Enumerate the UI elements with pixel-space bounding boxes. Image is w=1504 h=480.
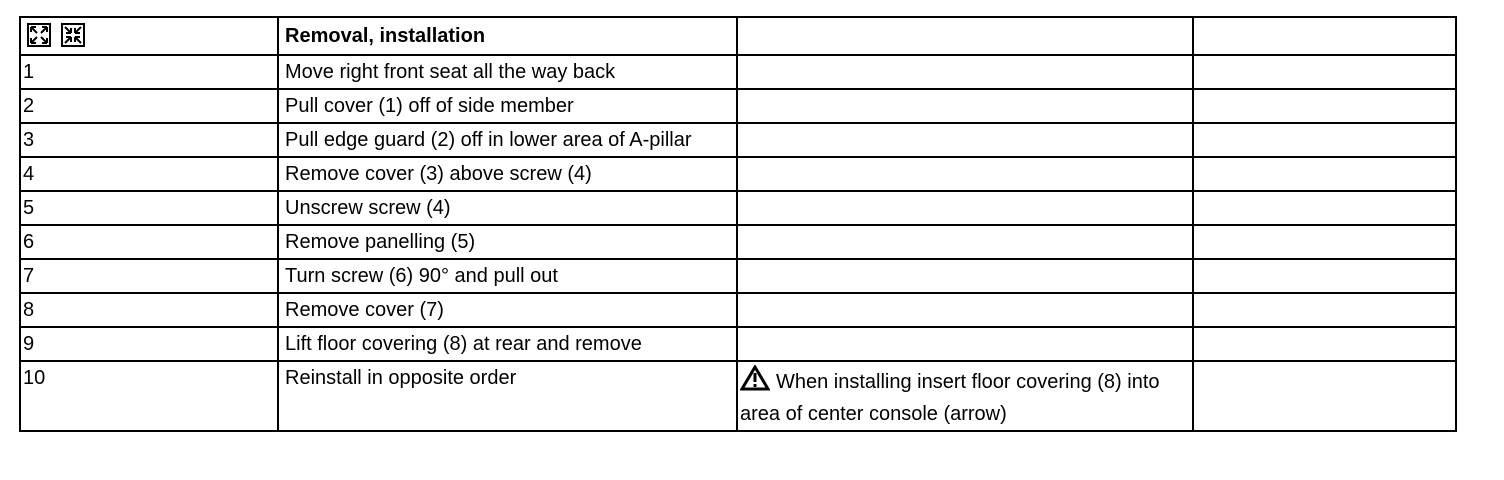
step-number: 7: [20, 259, 278, 293]
step-note: [737, 327, 1193, 361]
step-note: [737, 123, 1193, 157]
step-number: 4: [20, 157, 278, 191]
step-extra: [1193, 55, 1456, 89]
expand-icon[interactable]: [27, 23, 51, 47]
table-row: [20, 361, 1456, 431]
table-row: [20, 191, 1456, 225]
procedure-table: [19, 16, 1457, 432]
step-text: Reinstall in opposite order: [278, 361, 737, 431]
step-note: [737, 225, 1193, 259]
step-number: 8: [20, 293, 278, 327]
section-title: Removal, installation: [278, 17, 737, 55]
step-text: Remove cover (7): [278, 293, 737, 327]
step-text: Turn screw (6) 90° and pull out: [278, 259, 737, 293]
table-row: [20, 293, 1456, 327]
table-row: [20, 327, 1456, 361]
step-extra: [1193, 293, 1456, 327]
table-row: [20, 89, 1456, 123]
table-row: [20, 55, 1456, 89]
step-extra: [1193, 225, 1456, 259]
step-number: 3: [20, 123, 278, 157]
warning-note-text: When installing insert floor covering (8) into area of center console (arrow): [740, 371, 1160, 425]
step-extra: [1193, 123, 1456, 157]
step-extra: [1193, 89, 1456, 123]
table-header-row: [20, 17, 1456, 55]
step-note: [737, 191, 1193, 225]
step-note: [737, 293, 1193, 327]
step-extra: [1193, 191, 1456, 225]
step-number: 6: [20, 225, 278, 259]
step-note: [737, 259, 1193, 293]
table-row: [20, 123, 1456, 157]
table-row: [20, 259, 1456, 293]
step-note: [737, 55, 1193, 89]
collapse-icon[interactable]: [61, 23, 85, 47]
step-extra: [1193, 361, 1456, 431]
step-text: Remove cover (3) above screw (4): [278, 157, 737, 191]
step-text: Lift floor covering (8) at rear and remove: [278, 327, 737, 361]
step-extra: [1193, 157, 1456, 191]
warning-triangle-icon: [740, 365, 770, 391]
step-text: Remove panelling (5): [278, 225, 737, 259]
table-row: [20, 225, 1456, 259]
step-number: 9: [20, 327, 278, 361]
step-extra: [1193, 327, 1456, 361]
warning-note: [740, 365, 1186, 430]
header-empty-cell: [737, 17, 1193, 55]
step-text: Pull cover (1) off of side member: [278, 89, 737, 123]
step-note: [737, 157, 1193, 191]
header-empty-cell: [1193, 17, 1456, 55]
step-text: Pull edge guard (2) off in lower area of A-pillar: [278, 123, 737, 157]
step-number: 5: [20, 191, 278, 225]
step-text: Unscrew screw (4): [278, 191, 737, 225]
step-number: 10: [20, 361, 278, 431]
step-number: 2: [20, 89, 278, 123]
step-number: 1: [20, 55, 278, 89]
step-extra: [1193, 259, 1456, 293]
table-row: [20, 157, 1456, 191]
step-note: [737, 89, 1193, 123]
step-note: [737, 361, 1193, 431]
step-text: Move right front seat all the way back: [278, 55, 737, 89]
header-icons-cell: [20, 17, 278, 55]
